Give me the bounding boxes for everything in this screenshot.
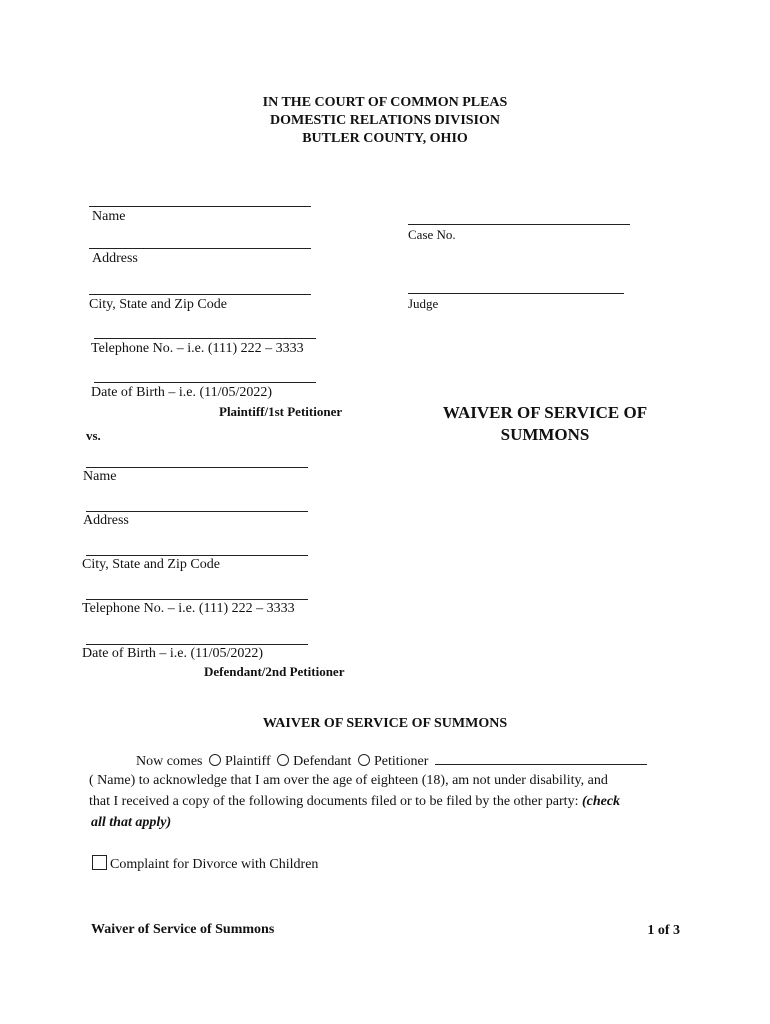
plaintiff-phone-label: Telephone No. – i.e. (111) 222 – 3333 — [91, 341, 304, 356]
footer-title: Waiver of Service of Summons — [91, 922, 275, 937]
plaintiff-name-label: Name — [92, 209, 126, 224]
complaint-checkbox-label: Complaint for Divorce with Children — [110, 857, 319, 872]
defendant-dob-label: Date of Birth – i.e. (11/05/2022) — [82, 646, 264, 661]
defendant-phone-label: Telephone No. – i.e. (111) 222 – 3333 — [82, 601, 295, 616]
defendant-address-line[interactable] — [86, 511, 308, 512]
complaint-checkbox[interactable] — [92, 855, 107, 870]
plaintiff-phone-line[interactable] — [94, 338, 316, 339]
section-title: WAIVER OF SERVICE OF SUMMONS — [262, 716, 508, 731]
plaintiff-radio[interactable] — [209, 754, 221, 766]
plaintiff-name-line[interactable] — [89, 206, 311, 207]
defendant-city-label: City, State and Zip Code — [82, 557, 220, 572]
defendant-name-label: Name — [83, 469, 117, 484]
check-instruction-line — [91, 815, 171, 831]
defendant-role: Defendant/2nd Petitioner — [204, 664, 345, 679]
plaintiff-city-line[interactable] — [89, 294, 311, 295]
acknowledgment-text: that I received a copy of the following documents filed or to be filed by the other party: — [89, 794, 582, 809]
versus-label: vs. — [86, 428, 101, 443]
defendant-address-label: Address — [83, 513, 129, 528]
defendant-dob-line[interactable] — [86, 644, 308, 645]
judge-line[interactable] — [408, 293, 624, 294]
plaintiff-radio-label: Plaintiff — [225, 754, 271, 769]
now-comes-text: Now comes — [136, 754, 203, 769]
plaintiff-address-line[interactable] — [89, 248, 311, 249]
plaintiff-dob-label: Date of Birth – i.e. (11/05/2022) — [91, 385, 273, 400]
court-name: IN THE COURT OF COMMON PLEAS — [262, 95, 508, 110]
complaint-option — [92, 855, 318, 873]
petitioner-radio-label: Petitioner — [373, 754, 429, 769]
defendant-radio[interactable] — [277, 754, 289, 766]
defendant-phone-line[interactable] — [86, 599, 308, 600]
plaintiff-role: Plaintiff/1st Petitioner — [219, 404, 343, 419]
defendant-radio-label: Defendant — [293, 754, 352, 769]
document-title-line1: WAIVER OF SERVICE OF — [442, 403, 648, 422]
case-number-line[interactable] — [408, 224, 630, 225]
court-division: DOMESTIC RELATIONS DIVISION — [269, 113, 500, 128]
plaintiff-city-label: City, State and Zip Code — [89, 297, 227, 312]
check-instruction-end: all that apply) — [91, 815, 172, 830]
case-number-label: Case No. — [408, 227, 456, 242]
defendant-name-line[interactable] — [86, 467, 308, 468]
judge-label: Judge — [408, 296, 439, 311]
check-instruction-start: (check — [581, 794, 621, 809]
document-title-line2: SUMMONS — [500, 425, 590, 444]
acknowledgment-text-line1: ( Name) to acknowledge that I am over the age of eighteen (18), am not under disability, and — [89, 773, 608, 788]
defendant-city-line[interactable] — [86, 555, 308, 556]
party-selection-line — [136, 751, 647, 770]
court-county: BUTLER COUNTY, OHIO — [302, 131, 468, 146]
page-number: 1 of 3 — [647, 923, 680, 938]
party-name-field[interactable] — [435, 751, 647, 765]
plaintiff-address-label: Address — [92, 251, 138, 266]
plaintiff-dob-line[interactable] — [94, 382, 316, 383]
petitioner-radio[interactable] — [358, 754, 370, 766]
acknowledgment-text-line2 — [89, 794, 620, 810]
